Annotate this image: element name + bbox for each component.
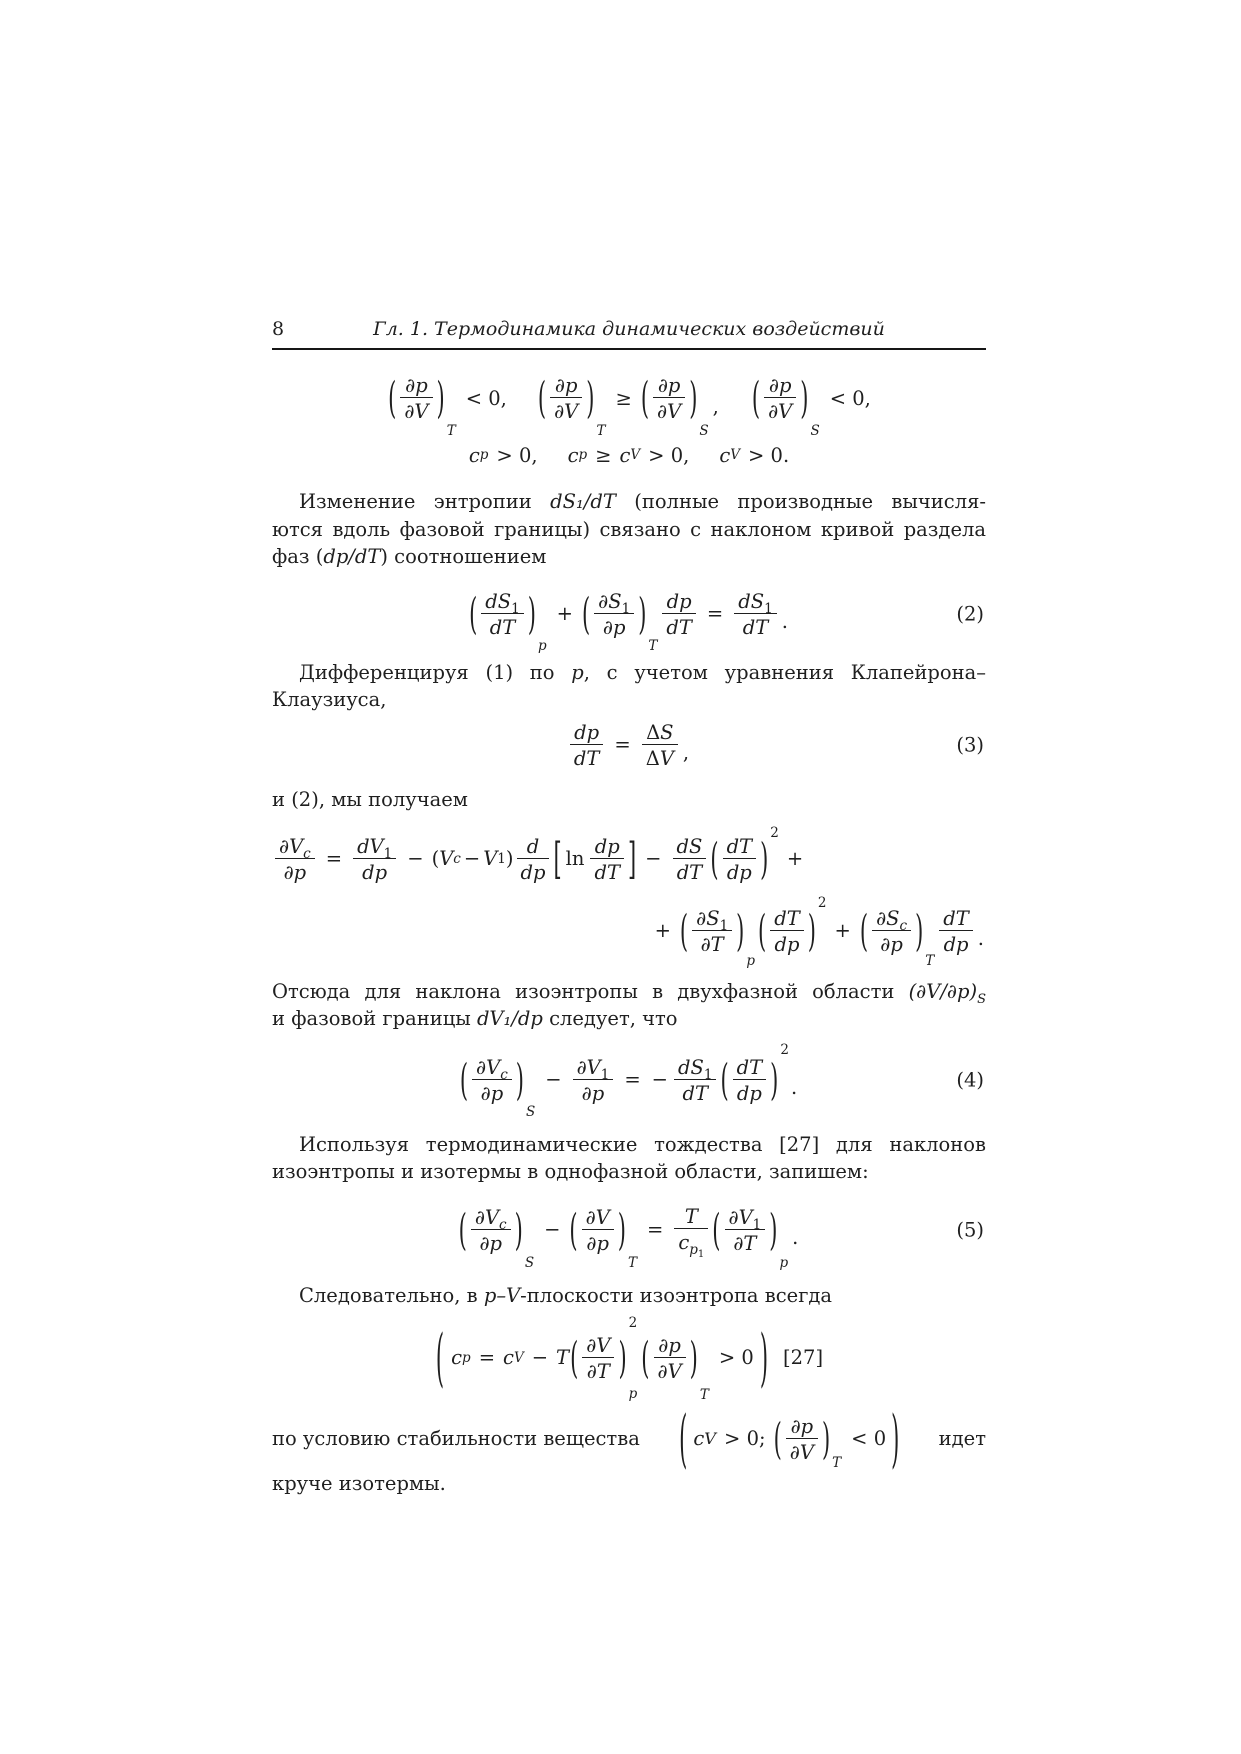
open-paren: ( bbox=[679, 905, 689, 956]
math-subscript: c bbox=[500, 1066, 508, 1083]
math-symbol: c bbox=[567, 443, 579, 467]
fraction-denominator: ∂p bbox=[471, 1229, 511, 1255]
text-segment: Дифференцируя (1) по bbox=[299, 660, 572, 684]
display-equation-main-line2 bbox=[272, 894, 986, 969]
math-fraction bbox=[662, 589, 696, 639]
math-fraction bbox=[674, 1204, 708, 1260]
math-fraction bbox=[786, 1414, 818, 1464]
math-symbol: ∂V bbox=[474, 1205, 500, 1229]
math-symbol: c bbox=[451, 1346, 463, 1370]
math-fraction bbox=[400, 373, 432, 423]
fraction-numerator bbox=[872, 906, 911, 934]
display-equation-heat-capacities: c p > 0, c p ≥ c V > 0, c V > 0. bbox=[468, 443, 790, 467]
math-fraction bbox=[594, 589, 634, 639]
close-paren: ) bbox=[617, 1205, 626, 1255]
math-subsubscript: 1 bbox=[697, 1248, 705, 1260]
inline-math: dV₁/dp bbox=[476, 1007, 543, 1031]
fraction-denominator: ∂p bbox=[594, 613, 634, 639]
fraction-denominator: ∂V bbox=[764, 397, 796, 423]
open-paren: ( bbox=[570, 1332, 579, 1383]
fraction-numerator bbox=[275, 834, 315, 862]
open-paren: ( bbox=[581, 589, 591, 639]
fraction-numerator: ∂p bbox=[658, 1333, 681, 1357]
math-fraction bbox=[764, 373, 796, 423]
close-paren: ) bbox=[689, 1332, 698, 1383]
fraction-numerator: dT bbox=[943, 906, 969, 930]
math-symbol: c bbox=[619, 443, 631, 467]
open-paren: ( bbox=[537, 373, 547, 423]
math-symbol: V bbox=[439, 847, 454, 871]
text-segment: Изменение энтропии bbox=[299, 490, 551, 513]
plus-operator: + bbox=[834, 919, 851, 943]
math-fraction bbox=[770, 906, 804, 956]
open-paren: ( bbox=[712, 1205, 721, 1255]
math-subscript: c bbox=[303, 845, 311, 862]
close-paren: ) bbox=[515, 1055, 524, 1105]
math-fraction bbox=[734, 589, 776, 639]
fraction-denominator bbox=[674, 1228, 708, 1260]
fraction-denominator: ∂V bbox=[653, 397, 685, 423]
running-title: Гл. 1. Термодинамика динамических воздействий bbox=[373, 318, 885, 340]
paragraph-stability-condition-line2 bbox=[272, 1470, 986, 1498]
math-fraction bbox=[725, 1205, 766, 1255]
math-symbol: c bbox=[503, 1346, 514, 1370]
display-equation-5 bbox=[272, 1196, 986, 1271]
math-fraction bbox=[471, 1205, 511, 1255]
open-paren: ( bbox=[458, 1205, 467, 1255]
math-fraction bbox=[472, 1055, 512, 1105]
text-line: и (2), мы получаем bbox=[272, 787, 468, 811]
fraction-numerator: d bbox=[526, 834, 540, 858]
paragraph-isentrope-slope bbox=[272, 978, 986, 1033]
math-relation: < 0, bbox=[829, 386, 871, 410]
math-exponent: 2 bbox=[628, 1314, 638, 1331]
display-equation-3 bbox=[272, 716, 986, 774]
equation-number: (4) bbox=[956, 1068, 984, 1092]
fraction-numerator bbox=[594, 589, 634, 617]
math-exponent: 2 bbox=[817, 894, 827, 911]
close-paren: ) bbox=[769, 1205, 778, 1255]
text-segment: , с учетом уравнения Клапейрона– bbox=[583, 660, 986, 684]
fraction-denominator: ∂p bbox=[275, 858, 315, 884]
fraction-denominator: ∂p bbox=[582, 1229, 614, 1255]
math-symbol: dS bbox=[678, 1055, 704, 1079]
text-line bbox=[272, 659, 986, 687]
fraction-numerator bbox=[472, 1055, 512, 1083]
text-segment: Следовательно, в bbox=[299, 1283, 484, 1307]
math-subscript: T bbox=[648, 637, 658, 654]
fraction-numerator bbox=[573, 1055, 614, 1083]
math-fraction bbox=[481, 589, 523, 639]
close-paren: ) bbox=[586, 373, 595, 423]
math-symbol: dV bbox=[357, 834, 384, 858]
math-subscript: 1 bbox=[600, 1066, 610, 1083]
close-paren: ) bbox=[915, 905, 924, 956]
math-symbol: ∂V bbox=[728, 1205, 753, 1229]
math-symbol: c bbox=[468, 443, 480, 467]
text-line: ются вдоль фазовой границы) связано с наклоном кривой раздела bbox=[272, 517, 986, 541]
math-subscript: 1 bbox=[511, 600, 520, 617]
math-subscript: 1 bbox=[383, 845, 393, 862]
fraction-denominator bbox=[642, 744, 678, 770]
open-paren: ( bbox=[435, 1321, 445, 1394]
math-symbol: dS bbox=[485, 589, 512, 613]
fraction-numerator: dT bbox=[736, 1055, 763, 1079]
open-paren: ( bbox=[679, 1402, 688, 1475]
math-subscript: T bbox=[596, 423, 606, 439]
math-symbol: ∂S bbox=[876, 906, 900, 930]
fraction-numerator bbox=[692, 906, 732, 934]
math-fraction bbox=[590, 834, 624, 884]
math-subscript: T bbox=[627, 1254, 637, 1271]
delta-symbol: Δ bbox=[646, 720, 661, 744]
math-subscript: S bbox=[977, 991, 986, 1007]
math-symbol: V bbox=[483, 847, 498, 871]
math-subscript bbox=[689, 1242, 704, 1258]
fraction-numerator bbox=[674, 1055, 716, 1083]
text-segment: ) соотношением bbox=[380, 545, 547, 569]
math-fraction bbox=[550, 373, 582, 423]
close-paren: ) bbox=[436, 373, 445, 423]
math-fraction bbox=[733, 1055, 767, 1105]
math-relation: > 0; bbox=[724, 1427, 766, 1451]
fraction-numerator: dp bbox=[574, 720, 600, 744]
open-paren: ( bbox=[431, 847, 440, 871]
equation-number: (2) bbox=[956, 602, 984, 626]
equals-operator: = bbox=[478, 1346, 496, 1370]
fraction-denominator: dT bbox=[662, 613, 696, 639]
fraction-numerator: T bbox=[684, 1204, 698, 1228]
open-paren: ( bbox=[758, 905, 767, 956]
text-line: Используя термодинамические тождества [27] для наклонов bbox=[299, 1132, 986, 1156]
minus-operator: − bbox=[651, 1068, 669, 1092]
delta-symbol: Δ bbox=[645, 746, 660, 770]
fraction-denominator: dp bbox=[517, 858, 550, 884]
math-fraction bbox=[723, 834, 757, 884]
fraction-numerator: ∂p bbox=[554, 374, 578, 397]
text-line: Клаузиуса, bbox=[272, 688, 387, 712]
math-fraction bbox=[653, 373, 685, 423]
inline-math: p bbox=[571, 660, 584, 684]
math-subscript: T bbox=[925, 952, 935, 969]
math-subscript: S bbox=[699, 423, 709, 439]
math-fraction bbox=[642, 720, 678, 770]
fraction-numerator: ∂p bbox=[790, 1414, 814, 1438]
open-paren: ( bbox=[459, 1055, 469, 1105]
fraction-numerator bbox=[353, 834, 396, 862]
period: . bbox=[792, 1226, 799, 1250]
fraction-denominator: dT bbox=[673, 858, 707, 884]
math-subscript: c bbox=[499, 1216, 507, 1233]
plus-operator: + bbox=[556, 602, 573, 626]
paragraph-consequently bbox=[272, 1282, 986, 1310]
math-symbol: ∂V bbox=[576, 1055, 601, 1079]
open-paren: ( bbox=[641, 1332, 650, 1383]
text-segment: Отсюда для наклона изоэнтропы в двухфазной области bbox=[272, 979, 909, 1003]
math-fraction bbox=[939, 906, 973, 956]
math-symbol: c bbox=[678, 1230, 690, 1254]
math-fraction bbox=[674, 1055, 716, 1105]
minus-operator: − bbox=[463, 847, 481, 871]
period: . bbox=[977, 927, 984, 951]
math-subscript: 1 bbox=[764, 600, 773, 617]
math-subscript: V bbox=[704, 1429, 717, 1449]
fraction-numerator bbox=[471, 1205, 511, 1233]
fraction-numerator: ∂V bbox=[586, 1333, 611, 1357]
inline-math: p–V bbox=[483, 1283, 521, 1307]
fraction-numerator: dT bbox=[726, 834, 753, 858]
math-relation: > 0, bbox=[648, 443, 690, 467]
text-line bbox=[272, 543, 986, 571]
math-fraction bbox=[654, 1333, 686, 1383]
math-fraction bbox=[582, 1205, 614, 1255]
fraction-numerator bbox=[642, 720, 678, 744]
fraction-denominator: ∂T bbox=[582, 1357, 614, 1383]
open-paren: ( bbox=[773, 1413, 782, 1464]
open-paren: ( bbox=[569, 1205, 578, 1255]
period: . bbox=[781, 610, 788, 634]
page-number: 8 bbox=[272, 318, 285, 340]
math-subscript: T bbox=[832, 1454, 842, 1471]
paragraph-and-2 bbox=[272, 786, 986, 814]
inline-math: (∂V/∂p) bbox=[908, 979, 978, 1003]
period: . bbox=[790, 1076, 798, 1100]
math-relation: < 0 bbox=[851, 1427, 887, 1451]
close-paren: ) bbox=[505, 847, 514, 871]
fraction-denominator: ∂V bbox=[786, 1438, 818, 1464]
plus-operator: + bbox=[654, 919, 671, 943]
fraction-denominator: ∂T bbox=[725, 1229, 766, 1255]
math-symbol: ∂S bbox=[598, 589, 622, 613]
close-paren: ) bbox=[821, 1413, 831, 1464]
close-paren: ) bbox=[759, 1321, 769, 1394]
fraction-numerator: dT bbox=[774, 906, 800, 930]
minus-operator: − bbox=[545, 1068, 562, 1092]
math-fraction bbox=[872, 906, 911, 956]
math-symbol: dS bbox=[738, 589, 765, 613]
math-fraction bbox=[573, 1055, 614, 1105]
close-paren: ) bbox=[618, 1332, 627, 1383]
close-paren: ) bbox=[807, 905, 816, 956]
math-symbol: p bbox=[689, 1241, 698, 1258]
equals-operator: = bbox=[624, 1068, 641, 1092]
fraction-denominator: dp bbox=[353, 858, 396, 884]
text-segment: по условию стабильности вещества bbox=[272, 1427, 640, 1451]
math-subscript: 1 bbox=[752, 1216, 762, 1233]
math-subscript: p bbox=[746, 952, 756, 969]
math-symbol: ∂S bbox=[696, 906, 720, 930]
fraction-denominator: dT bbox=[590, 858, 624, 884]
fraction-numerator bbox=[725, 1205, 766, 1233]
fraction-denominator: ∂V bbox=[400, 397, 432, 423]
math-relation: > 0 bbox=[718, 1346, 754, 1370]
fraction-denominator: ∂T bbox=[692, 930, 732, 956]
paragraph-identities bbox=[272, 1131, 986, 1186]
text-line bbox=[272, 488, 986, 516]
display-equation-2 bbox=[272, 581, 986, 654]
text-line bbox=[272, 1005, 986, 1033]
math-fraction bbox=[570, 720, 604, 770]
fraction-numerator bbox=[481, 589, 523, 617]
display-equation-stability: ( c p = c V − T ( $\frac{\partial V}{\partial T}$ ) 2 p ( $\frac{\partial p}{\partial V}$ ) T > 0 ) [27] bbox=[435, 1314, 824, 1403]
math-relation: < 0, bbox=[465, 386, 507, 410]
equals-operator: = bbox=[325, 847, 343, 871]
close-paren: ) bbox=[800, 373, 809, 423]
math-fraction bbox=[517, 834, 550, 884]
text-line: изоэнтропы и изотермы в однофазной области, запишем: bbox=[272, 1160, 869, 1184]
math-symbol: T bbox=[556, 1346, 570, 1370]
open-paren: ( bbox=[710, 833, 719, 884]
minus-operator: − bbox=[544, 1218, 561, 1242]
equation-number: (3) bbox=[956, 733, 984, 757]
math-subscript: p bbox=[628, 1385, 638, 1402]
page-header bbox=[272, 318, 986, 350]
text-segment: следует, что bbox=[542, 1007, 678, 1031]
text-segment: фаз ( bbox=[272, 545, 324, 569]
close-paren: ) bbox=[760, 833, 769, 884]
open-paren: ( bbox=[720, 1055, 729, 1105]
text-segment: и фазовой границы bbox=[272, 1007, 477, 1031]
fraction-denominator: dT bbox=[734, 613, 776, 639]
math-symbol: S bbox=[660, 720, 674, 744]
inline-math: dp/dT bbox=[323, 545, 381, 569]
close-paren: ) bbox=[891, 1402, 900, 1475]
fraction-numerator: ∂V bbox=[585, 1205, 610, 1229]
math-subscript: c bbox=[899, 917, 908, 934]
math-symbol: c bbox=[693, 1427, 705, 1451]
fraction-denominator: dT bbox=[570, 744, 604, 770]
text-segment: идет bbox=[938, 1427, 986, 1451]
close-paren: ) bbox=[736, 905, 745, 956]
fraction-denominator: ∂V bbox=[654, 1357, 686, 1383]
paragraph-entropy-change bbox=[272, 488, 986, 571]
math-subscript: S bbox=[525, 1103, 536, 1120]
close-paren: ) bbox=[638, 589, 647, 639]
display-equation-main-line1: $\frac{\partial V_c}{\partial p}$ = $\frac{dV_1}{dp}$ − ( V c − V 1 ) $\frac{d}{dp}$ [ ln $\frac{dp}{dT}$ ] − $\frac{dS}{dT}$ ( $\frac{dT}{dp}$ ) 2 + bbox=[272, 830, 986, 888]
minus-operator: − bbox=[531, 1346, 549, 1370]
math-sup-sub-stack bbox=[628, 1314, 638, 1402]
fraction-denominator: ∂p bbox=[872, 930, 911, 956]
math-symbol: V bbox=[659, 746, 674, 770]
open-paren: ( bbox=[469, 589, 478, 639]
citation: [27] bbox=[783, 1346, 824, 1370]
fraction-denominator: dp bbox=[733, 1079, 767, 1105]
close-paren: ) bbox=[689, 373, 698, 423]
display-equation-inequalities bbox=[272, 364, 986, 439]
comma: , bbox=[682, 741, 690, 765]
text-line: круче изотермы. bbox=[272, 1471, 446, 1495]
math-subscript: 1 bbox=[621, 600, 631, 617]
open-paren: ( bbox=[751, 373, 761, 423]
math-exponent: 2 bbox=[780, 1041, 789, 1058]
math-fraction bbox=[673, 834, 707, 884]
book-page bbox=[272, 0, 986, 1497]
math-symbol: ∂V bbox=[279, 834, 304, 858]
fraction-numerator: ∂p bbox=[768, 374, 792, 397]
paragraph-stability-condition bbox=[272, 1402, 986, 1475]
math-exponent: 2 bbox=[770, 824, 779, 841]
geq-operator: ≥ bbox=[595, 443, 612, 467]
text-line bbox=[272, 978, 986, 1006]
math-symbol: c bbox=[719, 443, 731, 467]
math-fraction bbox=[275, 834, 315, 884]
geq-operator: ≥ bbox=[615, 386, 632, 410]
open-paren: ( bbox=[859, 905, 869, 956]
text-segment: -плоскости изоэнтропа всегда bbox=[520, 1283, 833, 1307]
open-paren: ( bbox=[640, 373, 650, 423]
equation-number: (5) bbox=[956, 1218, 984, 1242]
open-paren: ( bbox=[388, 373, 397, 423]
fraction-denominator: dp bbox=[939, 930, 973, 956]
close-paren: ) bbox=[770, 1055, 779, 1105]
plus-operator: + bbox=[786, 847, 804, 871]
fraction-numerator: dp bbox=[594, 834, 620, 858]
math-relation: > 0. bbox=[748, 443, 790, 467]
fraction-numerator bbox=[734, 589, 776, 617]
open-bracket: [ bbox=[553, 833, 562, 884]
fraction-denominator: dT bbox=[481, 613, 523, 639]
fraction-numerator: dp bbox=[666, 589, 692, 613]
equals-operator: = bbox=[647, 1218, 664, 1242]
ln-function: ln bbox=[565, 847, 585, 871]
inline-math-group bbox=[678, 1402, 900, 1475]
equals-operator: = bbox=[614, 733, 631, 757]
math-subscript: S bbox=[524, 1254, 535, 1271]
text-line bbox=[272, 1282, 986, 1310]
paragraph-differentiate bbox=[272, 659, 986, 714]
math-fraction bbox=[692, 906, 732, 956]
minus-operator: − bbox=[407, 847, 424, 871]
math-subscript: 1 bbox=[719, 917, 729, 934]
close-bracket: ] bbox=[627, 833, 637, 884]
close-paren: ) bbox=[527, 589, 536, 639]
inline-math: dS₁/dT bbox=[550, 490, 616, 513]
fraction-numerator: dS bbox=[676, 834, 703, 858]
close-paren: ) bbox=[514, 1205, 523, 1255]
math-subscript: T bbox=[699, 1386, 709, 1403]
math-subscript: T bbox=[446, 423, 456, 439]
comma: , bbox=[712, 394, 719, 418]
fraction-denominator: dp bbox=[770, 930, 804, 956]
math-symbol: ∂V bbox=[476, 1055, 501, 1079]
equals-operator: = bbox=[706, 602, 724, 626]
fraction-denominator: ∂V bbox=[550, 397, 582, 423]
math-subscript: p bbox=[779, 1254, 789, 1271]
fraction-denominator: dT bbox=[674, 1079, 716, 1105]
math-subscript: p bbox=[537, 637, 547, 654]
fraction-denominator: dp bbox=[723, 858, 757, 884]
fraction-numerator: ∂p bbox=[657, 374, 681, 397]
fraction-denominator: ∂p bbox=[472, 1079, 512, 1105]
display-equation-4 bbox=[272, 1041, 986, 1120]
text-segment: (полные производные вычисля- bbox=[615, 490, 986, 513]
fraction-numerator: ∂p bbox=[405, 374, 428, 397]
math-relation: > 0, bbox=[496, 443, 538, 467]
minus-operator: − bbox=[645, 847, 662, 871]
math-subscript: S bbox=[810, 423, 820, 439]
math-fraction bbox=[582, 1333, 614, 1383]
fraction-denominator: ∂p bbox=[573, 1079, 614, 1105]
math-fraction bbox=[353, 834, 396, 884]
math-subscript: 1 bbox=[703, 1066, 713, 1083]
